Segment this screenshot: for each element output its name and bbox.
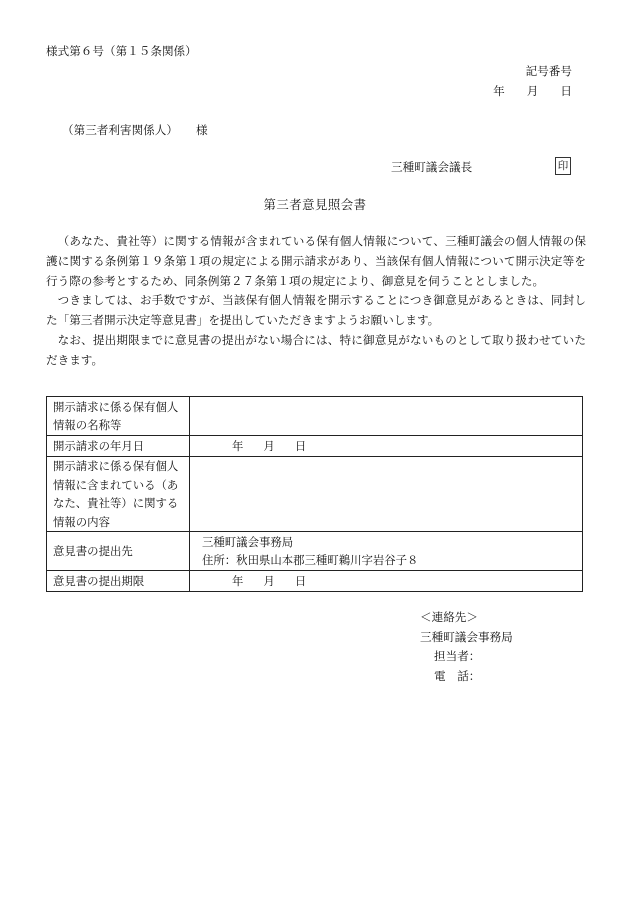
destination-office: 三種町議会事務局 <box>202 534 294 549</box>
addressee <box>62 121 208 140</box>
issue-date <box>493 82 572 101</box>
record-number-label: 記号番号 <box>525 64 572 78</box>
document-title: 第三者意見照会書 <box>263 197 367 212</box>
table-label-info-content: 開示請求に係る保有個人情報に含まれている（あなた、貴社等）に関する情報の内容 <box>47 457 190 532</box>
table-row <box>47 397 583 436</box>
contact-office: 三種町議会事務局 <box>420 629 513 644</box>
seal-mark: 印 <box>555 157 571 175</box>
form-number: 様式第６号（第１５条関係） <box>46 44 197 58</box>
table-value-personal-info-name[interactable] <box>190 397 583 436</box>
addressee-name: （第三者利害関係人） <box>62 123 178 137</box>
addressee-honorific: 様 <box>195 123 208 137</box>
table-value-info-content[interactable] <box>190 457 583 532</box>
table-value-submission-deadline[interactable]: 年 月 日 <box>190 571 583 592</box>
table-label-submission-deadline: 意見書の提出期限 <box>47 571 190 592</box>
table-row <box>47 532 583 571</box>
table-label-personal-info-name: 開示請求に係る保有個人情報の名称等 <box>47 397 190 436</box>
destination-address: 住所：秋田県山本郡三種町鵜川字岩谷子８ <box>202 553 419 567</box>
table-value-submission-destination <box>190 532 583 571</box>
sender-name: 三種町議会議長 <box>391 160 473 174</box>
table-value-request-date[interactable]: 年 月 日 <box>190 436 583 457</box>
body-paragraph: （あなた、貴社等）に関する情報が含まれている保有個人情報について、三種町議会の個人情報の保護に関する条例第１９条第１項の規定による開示請求があり、当該保有個人情報について開示決定等を行う際の参考とするため、同条例第２７条第１項の規定により、御意見を伺うこととしました。 <box>46 234 586 288</box>
table-row <box>47 457 583 532</box>
table-row <box>47 436 583 457</box>
info-table <box>46 396 583 592</box>
contact-heading: ＜連絡先＞ <box>420 610 478 624</box>
date-month-label: 月 <box>526 84 539 98</box>
table-label-request-date: 開示請求の年月日 <box>47 436 190 457</box>
table-row <box>47 571 583 592</box>
contact-phone-label: 電 話： <box>434 668 481 683</box>
body-paragraph: つきましては、お手数ですが、当該保有個人情報を開示することにつき御意見があるときは、同封した「第三者開示決定等意見書」を提出していただきますようお願いします。 <box>46 293 586 328</box>
body-paragraph: なお、提出期限までに意見書の提出がない場合には、特に御意見がないものとして取り扱わせていただきます。 <box>46 332 586 367</box>
body-text <box>46 232 586 371</box>
contact-block <box>420 608 513 686</box>
contact-person-label: 担当者： <box>434 649 481 664</box>
date-year-label: 年 <box>493 84 505 98</box>
table-label-submission-destination: 意見書の提出先 <box>47 532 190 571</box>
date-day-label: 日 <box>560 84 572 98</box>
